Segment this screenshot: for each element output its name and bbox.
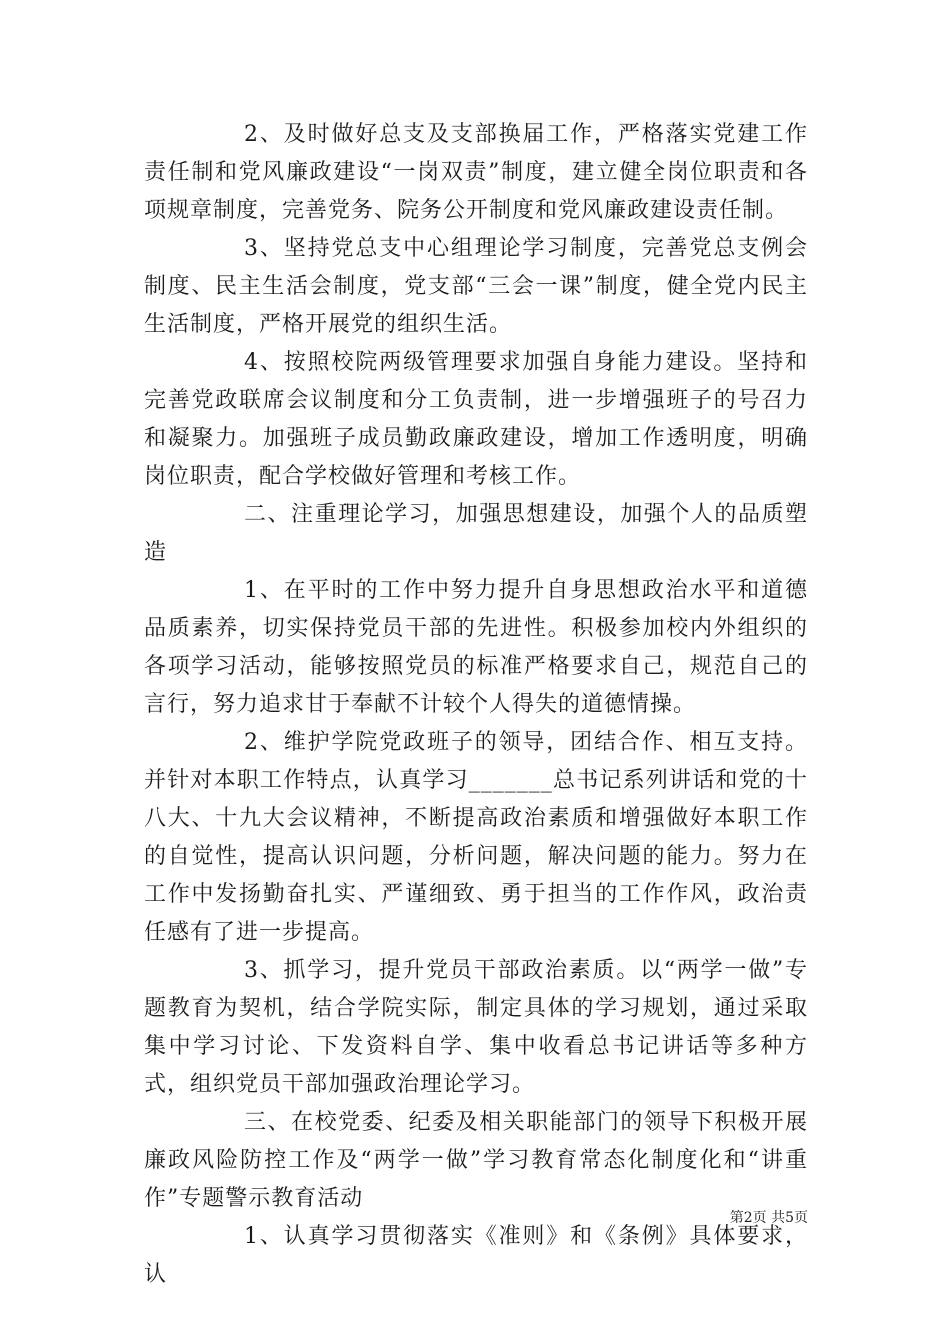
paragraph-section2-item2: 2、维护学院党政班子的领导，团结合作、相互支持。并针对本职工作特点，认真学习_______总书记系列讲话和党的十八大、十九大会议精神，不断提高政治素质和增强做好本职工作的自觉性，提高认识问题，分析问题，解决问题的能力。努力在工作中发扬勤奋扎实、严谨细致、勇于担当的工作作风，政治责任感有了进一步提高。 — [144, 730, 808, 945]
paragraph-section1-item4: 4、按照校院两级管理要求加强自身能力建设。坚持和完善党政联席会议制度和分工负责制，进一步增强班子的号召力和凝聚力。加强班子成员勤政廉政建设，增加工作透明度，明确岗位职责，配合学校做好管理和考核工作。 — [144, 350, 808, 489]
page-number-footer: 第2页 共5页 — [729, 1210, 808, 1226]
document-body — [144, 116, 808, 1294]
paragraph-section1-item3: 3、坚持党总支中心组理论学习制度，完善党总支例会制度、民主生活会制度，党支部“三会一课”制度，健全党内民主生活制度，严格开展党的组织生活。 — [144, 236, 808, 337]
paragraph-section3-item1: 1、认真学习贯彻落实《准则》和《条例》具体要求，认 — [144, 1224, 808, 1287]
paragraph-section2-item3: 3、抓学习，提升党员干部政治素质。以“两学一做”专题教育为契机，结合学院实际，制定具体的学习规划，通过采取集中学习讨论、下发资料自学、集中收看总书记讲话等多种方式，组织党员干部加强政治理论学习。 — [144, 958, 808, 1097]
paragraph-section1-item2: 2、及时做好总支及支部换届工作，严格落实党建工作责任制和党风廉政建设“一岗双责”制度，建立健全岗位职责和各项规章制度，完善党务、院务公开制度和党风廉政建设责任制。 — [144, 122, 808, 223]
section-heading-3: 三、在校党委、纪委及相关职能部门的领导下积极开展廉政风险防控工作及“两学一做”学习教育常态化制度化和“讲重作”专题警示教育活动 — [144, 1110, 808, 1211]
paragraph-section2-item1: 1、在平时的工作中努力提升自身思想政治水平和道德品质素养，切实保持党员干部的先进性。积极参加校内外组织的各项学习活动，能够按照党员的标准严格要求自己，规范自己的言行，努力追求甘于奉献不计较个人得失的道德情操。 — [144, 578, 808, 717]
section-heading-2: 二、注重理论学习，加强思想建设，加强个人的品质塑造 — [144, 502, 808, 565]
